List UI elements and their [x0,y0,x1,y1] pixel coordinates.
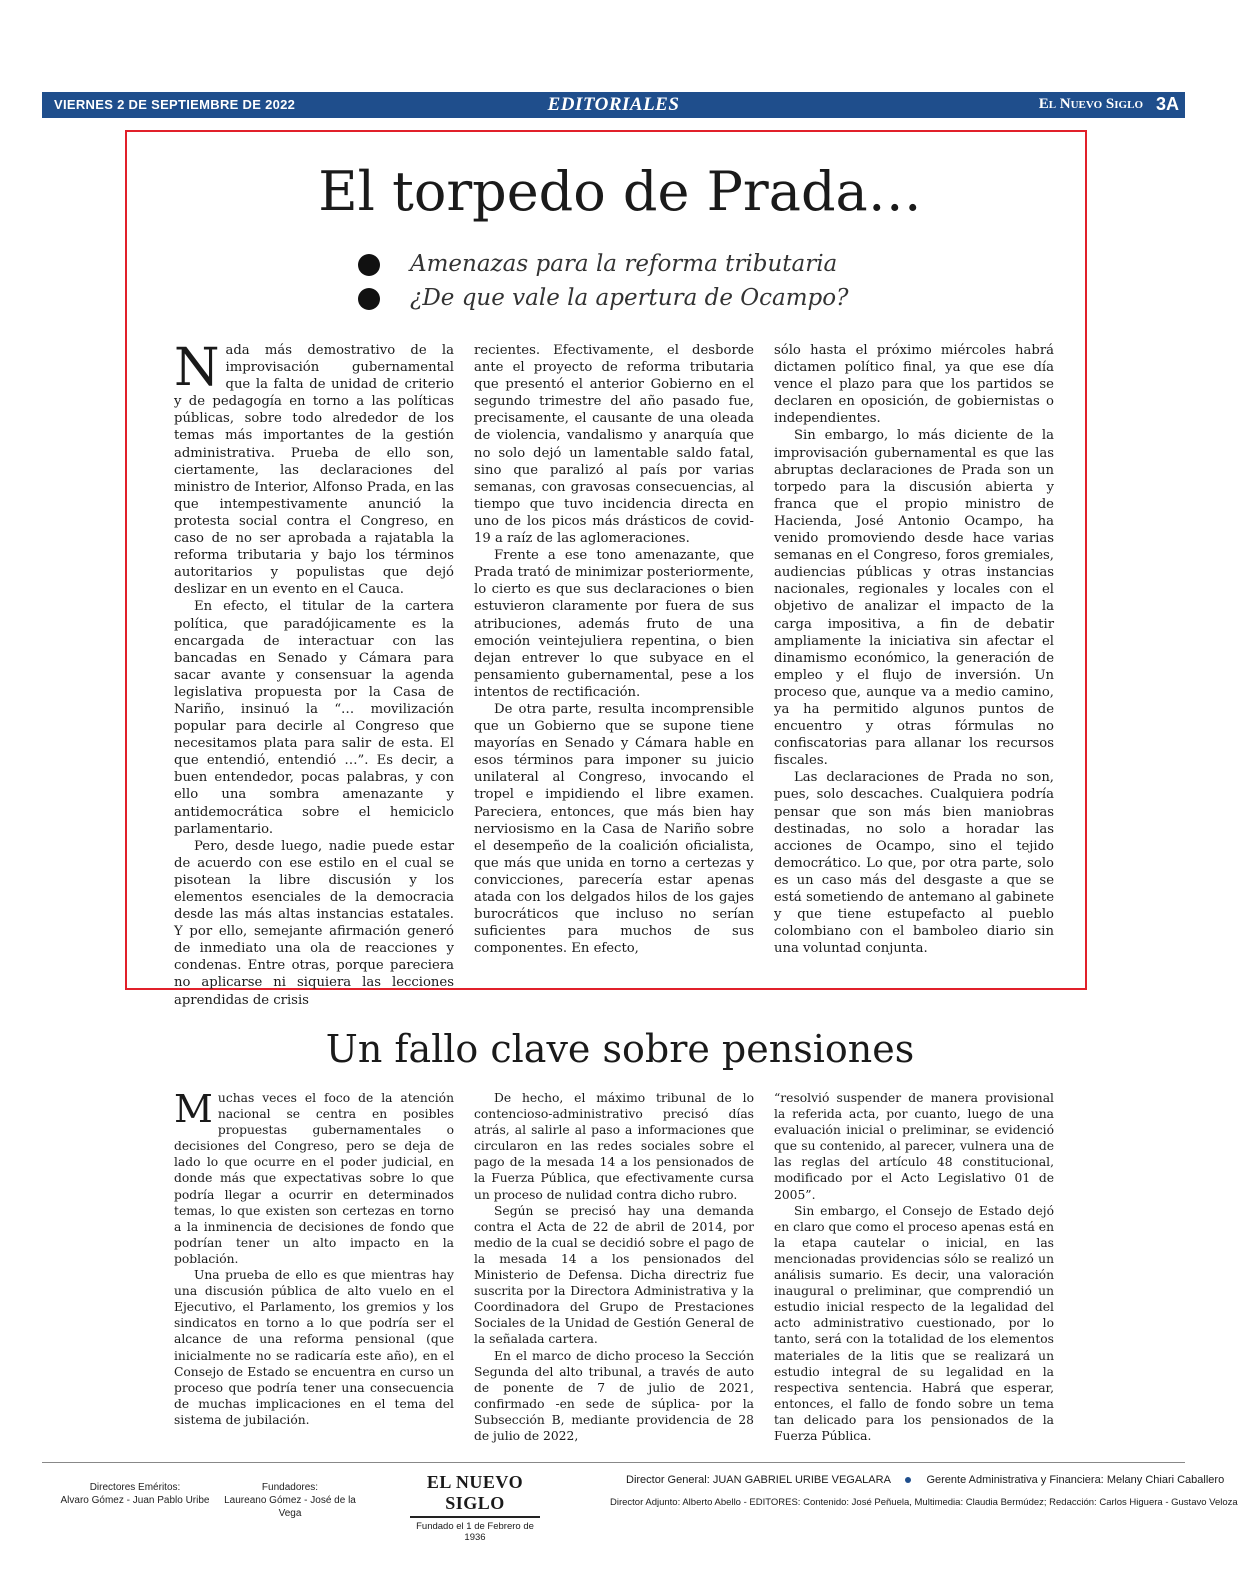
second-column-3 [774,1090,1054,1444]
dot-icon [905,1477,911,1483]
paragraph: Según se precisó hay una demanda contra el Acta de 22 de abril de 2014, por medio de la cual se decidió sobre el pago de la mesada 14 a los pensionados del Ministerio de Defensa. Dicha directriz fue suscrita por la Directora Administrativa y la Coordinadora del Grupo de Prestaciones Sociales de la Unidad de Gestión General de la señalada cartera. [474,1203,754,1347]
subtitle-text: Amenazas para la reforma tributaria [410,251,838,277]
bullet-icon [358,288,380,310]
paragraph: De hecho, el máximo tribunal de lo contencioso-administrativo precisó días atrás, al salirle al paso a informaciones que circularon en las redes sociales sobre el pago de la mesada 14 a los pensionados de la Fuerza Pública, que efectivamente cursa un proceso de nulidad contra dicho rubro. [474,1091,754,1202]
paragraph: Una prueba de ello es que mientras hay una discusión pública de alto vuelo en el Ejecutivo, el Parlamento, los gremios y los sindicatos en torno a lo que podría ser el alcance de una reforma pensional (que inicialmente no se radicaría este año), en el Consejo de Estado se encuentra en curso un proceso que podría tener una consecuencia de muchas implicaciones en el tema del sistema de jubilación. [174,1268,454,1427]
paragraph: Las declaraciones de Prada no son, pues, solo descaches. Cualquiera podría pensar que son más bien maniobras destinadas, no solo a horadar las acciones de Ocampo, sino el tejido democrático. Lo que, por otra parte, solo es un caso más del desgaste a que se está sometiendo de antemano al gabinete y que tiene estupefacto al pueblo colombiano con el bamboleo diario sin una voluntad conjunta. [774,770,1054,957]
footer-management [626,1474,1224,1486]
paragraph [174,1087,454,1267]
second-column-1 [174,1087,454,1444]
footer-label: Director General: [626,1474,710,1486]
footer-directores [60,1481,210,1507]
paragraph [174,338,454,598]
footer-label: Gerente Administrativa y Financiera: [926,1474,1104,1486]
drop-cap: N [174,338,220,398]
footer-names: Alvaro Gómez - Juan Pablo Uribe [60,1495,210,1506]
editorial-subtitle-2 [358,285,848,311]
paragraph: sólo hasta el próximo miércoles habrá dictamen político final, ya que ese día vence el plazo para que los partidos se declaren en oposición, de gobiernistas o independientes. [774,343,1054,427]
second-column-2 [474,1090,754,1444]
footer-label: Fundadores: [261,1482,319,1493]
second-article-title: Un fallo clave sobre pensiones [325,1027,915,1071]
header-page-number: 3A [1155,94,1179,114]
paragraph: recientes. Efectivamente, el desborde ante el proyecto de reforma tributaria que presentó el anterior Gobierno en el segundo trimestre del año pasado fue, precisamente, el causante de una oleada de violencia, vandalismo y anarquía que no solo dejó un lamentable saldo fatal, sino que paralizó al país por varias semanas, con gravosas consecuencias, al tiempo que tuvo incidencia directa en uno de los picos más drásticos de covid-19 a raíz de las aglomeraciones. [474,343,754,547]
paragraph: Frente a ese tono amenazante, que Prada trató de minimizar posteriormente, lo cierto es que sus declaraciones o bien estuvieron claramente por fuera de sus atribuciones, además fruto de una emoción veintejuliera repentina, o bien dejan entrever lo que subyace en el pensamiento gubernamental, pese a los intentos de rectificación. [474,548,754,700]
footer-logo-name: EL NUEVO SIGLO [410,1472,540,1518]
editorial-column-3 [774,342,1054,1009]
paragraph: Sin embargo, lo más diciente de la improvisación gubernamental es que las abruptas declaraciones de Prada son un torpedo para la discusión abierta y franca que el propio ministro de Hacienda, José Antonio Ocampo, ha venido promoviendo desde hace varias semanas en el Congreso, foros gremiales, audiencias públicas y otras instancias nacionales, regionales y locales con el objetivo de analizar el impacto de la carga impositiva, a fin de debatir ampliamente la iniciativa sin afectar el dinamismo económico, la generación de empleo y el flujo de inversión. Un proceso que, aunque va a medio camino, ya ha permitido algunos puntos de encuentro y otras fórmulas no confiscatorias para allanar los recursos fiscales. [774,428,1054,769]
subtitle-text: ¿De que vale la apertura de Ocampo? [410,285,849,311]
footer-director-general: JUAN GABRIEL URIBE VEGALARA [712,1474,891,1486]
second-article-body [174,1087,1054,1444]
footer-founded: Fundado el 1 de Febrero de 1936 [416,1521,534,1543]
editorial-subtitle-1 [358,251,837,277]
paragraph: De otra parte, resulta incomprensible que un Gobierno que se supone tiene mayorías en Senado y Cámara hable en esos términos para imponer su juicio unilateral al Congreso, invocando el tropel e impidiendo el libre examen. Pareciera, entonces, que más bien hay nerviosismo en la Casa de Nariño sobre el desempeño de la coalición oficialista, que más que unida en torno a certezas y convicciones, parecería estar apenas atada con los delgados hilos de los gajes burocráticos que incluso no serían suficientes para muchos de sus componentes. En efecto, [474,701,754,957]
header-brand: El Nuevo Siglo [1038,96,1143,112]
paragraph: Sin embargo, el Consejo de Estado dejó en claro que como el proceso apenas está en la etapa cautelar o inicial, en las mencionadas providencias sólo se realizó un análisis sumario. Es decir, una valoración inaugural o preliminar, que comprendió un estudio inicial respecto de la legalidad del acto administrativo cuestionado, por lo tanto, será con la totalidad de los elementos materiales de la litis que se realizará un estudio integral de su legalidad en la respectiva sentencia. Habrá que esperar, entonces, el fallo de fondo sobre un tema tan delicado para los pensionados de la Fuerza Pública. [774,1203,1054,1443]
footer-logo [410,1472,540,1543]
footer-fundadores [215,1481,365,1520]
page-header-bar [42,92,1185,118]
footer-label: Directores Eméritos: [89,1482,181,1493]
paragraph-text: ada más demostrativo de la improvisación gubernamental que la falta de unidad de criterio y de pedagogía en torno a las políticas públicas, sobre todo alrededor de los temas más importantes de la gestión administrativa. Prueba de ello son, ciertamente, las declaraciones del ministro de Interior, Alfonso Prada, en las que intempestivamente anunció la protesta social contra el Congreso, en caso de no ser aprobada a rajatabla la reforma tributaria y bajo los términos autoritarios y populistas que dejó deslizar en un evento en el Cauca. [174,343,454,598]
editorial-body [174,338,1054,1009]
paragraph-text: uchas veces el foco de la atención nacional se centra en posibles propuestas gubernamentales o decisiones del Congreso, pero se deja de lado lo que ocurre en el poder judicial, en donde más que expectativas sobre lo que podría llegar a ocurrir en determinados temas, lo que existen son certezas en torno a la inminencia de decisiones de fondo que podrían tener un alto impacto en la población. [174,1091,454,1266]
drop-cap: M [174,1087,213,1131]
editorial-column-2 [474,342,754,1009]
paragraph: “resolvió suspender de manera provisional la referida acta, por cuanto, luego de una evaluación inicial o preliminar, se evidenció que su contenido, al parecer, vulnera una de las reglas del artículo 48 constitucional, modificado por el Acto Legislativo 01 de 2005”. [774,1091,1054,1202]
footer-editors: Director Adjunto: Alberto Abello - EDITORES: Contenido: José Peñuela, Multimedia: Claudia Bermúdez; Redacción: Carlos Higuera - Gustavo Veloza [610,1497,1238,1508]
footer-names: Laureano Gómez - José de la Vega [224,1495,356,1519]
editorial-title: El torpedo de Prada… [318,160,922,223]
footer-divider [42,1462,1185,1463]
editorial-column-1 [174,338,454,1009]
bullet-icon [358,254,380,276]
footer-gerente: Melany Chiari Caballero [1106,1474,1225,1486]
header-section-title: EDITORIALES [547,94,680,115]
paragraph: En el marco de dicho proceso la Sección Segunda del alto tribunal, a través de auto de ponente de 7 de julio de 2021, confirmado -en sede de súplica- por la Subsección B, mediante providencia de 28 de julio de 2022, [474,1348,754,1443]
header-date: VIERNES 2 DE SEPTIEMBRE DE 2022 [54,97,296,112]
paragraph: Pero, desde luego, nadie puede estar de acuerdo con ese estilo en el cual se pisotean la libre discusión y los elementos esenciales de la democracia desde las más altas instancias estatales. Y por ello, semejante afirmación generó de inmediato una ola de reacciones y condenas. Entre otras, porque pareciera no aplicarse ni siquiera las lecciones aprendidas de crisis [174,838,454,1008]
paragraph: En efecto, el titular de la cartera política, que paradójicamente es la encargada de interactuar con las bancadas en Senado y Cámara para sacar avante y consensuar la agenda legislativa propuesta por la Casa de Nariño, insinuó la “… movilización popular para decirle al Congreso que necesitamos plata para salir de esta. El que entendió, entendió …”. Es decir, a buen entendedor, pocas palabras, y con ello una sombra amenazante y antidemocrática sobre el hemiciclo parlamentario. [174,599,454,837]
